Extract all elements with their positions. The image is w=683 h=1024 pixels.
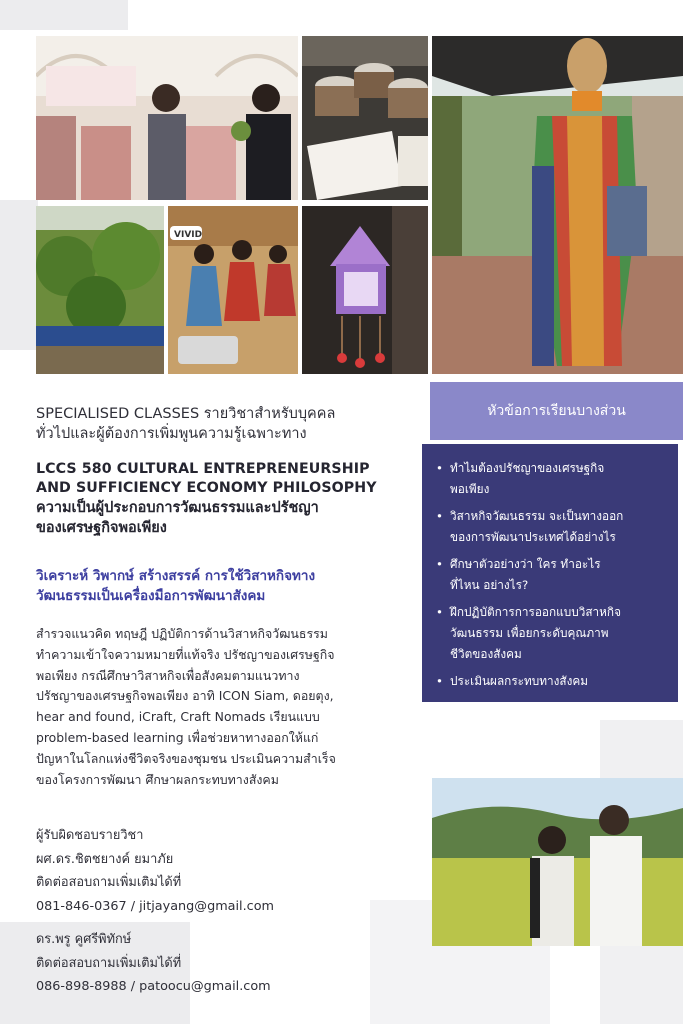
topics-list-box — [422, 444, 678, 702]
vivid-sticker: VIVID — [174, 230, 203, 240]
course-code-line-2: AND SUFFICIENCY ECONOMY PHILOSOPHY — [36, 479, 377, 496]
course-thai-title — [36, 498, 416, 538]
topic-item-line: ชีวิตของสังคม — [450, 647, 522, 661]
topic-item — [436, 506, 666, 548]
topic-item — [436, 671, 666, 692]
photo-purple-lantern — [302, 206, 428, 374]
topic-item-line: วัฒนธรรม เพื่อยกระดับคุณภาพ — [450, 626, 609, 640]
description-line: ปรัชญาของเศรษฐกิจพอเพียง อาทิ ICON Siam, ดอยตุง, — [36, 688, 334, 704]
description-line: ของโครงการพัฒนา ศึกษาผลกระทบทางสังคม — [36, 771, 279, 787]
subtitle-line-1: วิเคราะห์ วิพากษ์ สร้างสรรค์ การใช้วิสาหกิจทาง — [36, 568, 316, 584]
description-line: hear and found, iCraft, Craft Nomads เรียนแบบ — [36, 709, 320, 725]
contact-person-2-info: ติดต่อสอบถามเพิ่มเติมได้ที่ — [36, 955, 182, 971]
intro-heading — [36, 404, 416, 444]
photo-instructors-rice-field — [432, 778, 683, 946]
course-thai-line-1: ความเป็นผู้ประกอบการวัฒนธรรมและปรัชญา — [36, 500, 319, 516]
topic-item-line: ที่ไหน อย่างไร? — [450, 578, 529, 592]
photo-painted-art-vivid — [168, 206, 298, 374]
photo-workshop-artwork — [36, 36, 298, 200]
topic-item — [436, 458, 666, 500]
contact-person-1-info: ติดต่อสอบถามเพิ่มเติมได้ที่ — [36, 875, 182, 890]
subtitle-line-2: วัฒนธรรมเป็นเครื่องมือการพัฒนาสังคม — [36, 588, 266, 604]
topics-header: หัวข้อการเรียนบางส่วน — [430, 382, 683, 440]
topic-item-line: ของการพัฒนาประเทศได้อย่างไร — [450, 530, 616, 544]
contact-block-1 — [36, 824, 416, 918]
topic-item-line: • ทำไมต้องปรัชญาของเศรษฐกิจ — [450, 461, 605, 475]
topic-item — [436, 554, 666, 596]
course-subtitle — [36, 566, 416, 606]
course-code-title — [36, 460, 416, 497]
topic-item-line: • ฝึกปฏิบัติการการออกแบบวิสาหกิจ — [450, 605, 621, 619]
description-line: สำรวจแนวคิด ทฤษฎี ปฏิบัติการด้านวิสาหกิจวัฒนธรรม — [36, 626, 328, 641]
intro-line-2: ทั่วไปและผู้ต้องการเพิ่มพูนความรู้เฉพาะทาง — [36, 426, 307, 442]
description-line: ทำความเข้าใจความหมายที่แท้จริง ปรัชญาของเศรษฐกิจ — [36, 646, 335, 662]
description-line: พอเพียง กรณีศึกษาวิสาหกิจเพื่อสังคมตามแนวทาง — [36, 667, 300, 683]
contact-person-2-phone-email: 086-898-8988 / patoocu@gmail.com — [36, 979, 271, 994]
topic-item-line: พอเพียง — [450, 482, 490, 496]
course-description — [36, 624, 416, 790]
topics-list — [422, 444, 678, 692]
course-code-line-1: LCCS 580 CULTURAL ENTREPRENEURSHIP — [36, 461, 370, 477]
course-thai-line-2: ของเศรษฐกิจพอเพียง — [36, 520, 167, 536]
photo-mannequin-textile — [432, 36, 683, 374]
background-block-top-left — [0, 0, 128, 30]
contact-person-1-phone-email: 081-846-0367 / jitjayang@gmail.com — [36, 898, 275, 914]
contact-label: ผู้รับผิดชอบรายวิชา — [36, 828, 144, 843]
photo-garden-plants — [36, 206, 164, 374]
contact-person-2-name: ดร.พรู คูศรีพิทักษ์ — [36, 932, 132, 947]
photo-jars — [302, 36, 428, 200]
contact-block-2 — [36, 928, 416, 999]
intro-line-1: SPECIALISED CLASSES รายวิชาสำหรับบุคคล — [36, 406, 336, 422]
description-line: ปัญหาในโลกแห่งชีวิตจริงของชุมชน ประเมินความสำเร็จ — [36, 750, 336, 766]
topic-item — [436, 602, 666, 665]
topic-item-line: • ศึกษาตัวอย่างว่า ใคร ทำอะไร — [450, 557, 601, 571]
background-block-left — [0, 200, 38, 350]
topic-item-line: • ประเมินผลกระทบทางสังคม — [450, 674, 589, 688]
description-line: problem-based learning เพื่อช่วยหาทางออกให้แก่ — [36, 729, 319, 745]
contact-person-1-name: ผศ.ดร.ชิตชยางค์ ยมาภัย — [36, 851, 174, 867]
topic-item-line: • วิสาหกิจวัฒนธรรม จะเป็นทางออก — [450, 509, 624, 523]
